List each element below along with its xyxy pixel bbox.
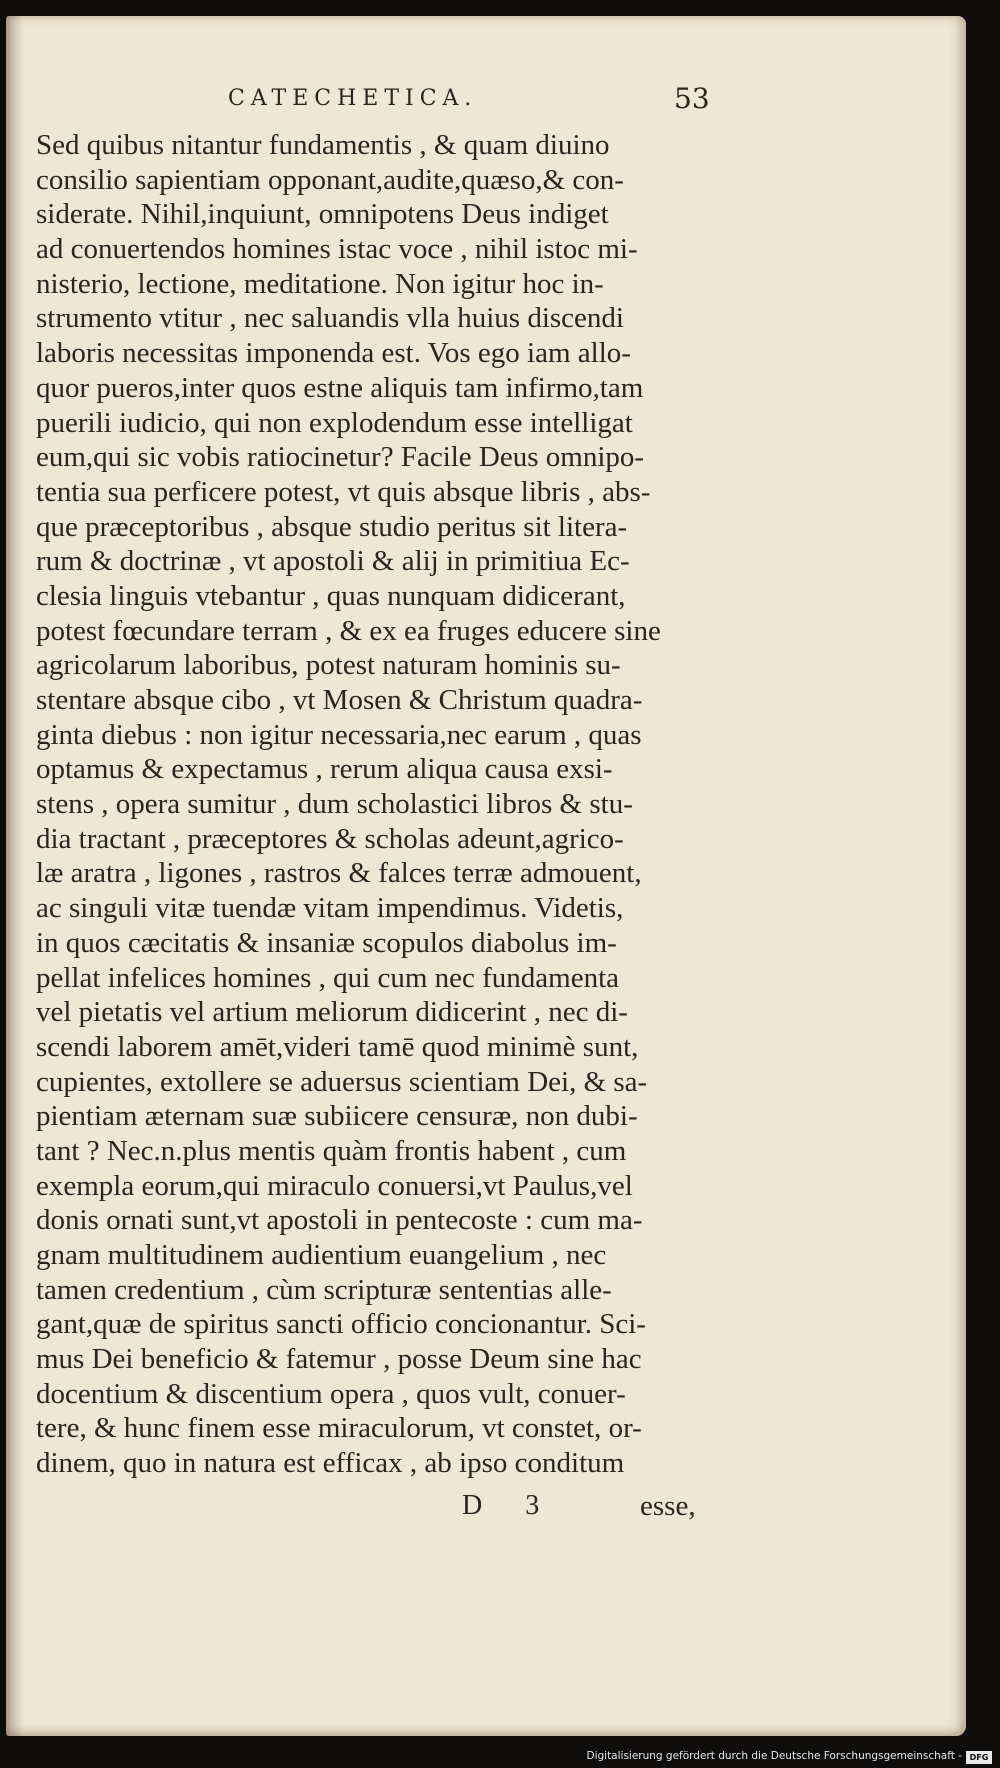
signature-mark: D 3	[462, 1490, 558, 1521]
text-line: consilio sapientiam opponant,audite,quæso,& con-	[36, 163, 624, 196]
text-line: ad conuertendos homines istac voce , nihil istoc mi-	[36, 233, 638, 266]
catchword: esse,	[640, 1490, 696, 1522]
book-page	[6, 16, 966, 1736]
text-line: eum,qui sic vobis ratiocinetur? Facile Deus omnipo-	[36, 441, 645, 474]
text-line: pientiam æternam suæ subiicere censuræ, non dubi-	[36, 1100, 638, 1133]
text-line: cupientes, extollere se aduersus scientiam Dei, & sa-	[36, 1065, 648, 1098]
text-line: vel pietatis vel artium meliorum didicerint , nec di-	[36, 996, 628, 1029]
text-line: scendi laborem amēt,videri tamē quod minimè sunt,	[36, 1030, 639, 1063]
text-line: nisterio, lectione, meditatione. Non igitur hoc in-	[36, 267, 604, 300]
text-line: mus Dei beneficio & fatemur , posse Deum sine hac	[36, 1343, 642, 1376]
text-line: dinem, quo in natura est efficax , ab ipso conditum	[36, 1447, 625, 1480]
text-line: quor pueros,inter quos estne aliquis tam infirmo,tam	[36, 371, 644, 404]
text-line: stens , opera sumitur , dum scholastici libros & stu-	[36, 788, 633, 821]
text-line: exempla eorum,qui miraculo conuersi,vt Paulus,vel	[36, 1169, 633, 1202]
text-line: clesia linguis vtebantur , quas nunquam didicerant,	[36, 579, 626, 612]
text-line: pellat infelices homines , qui cum nec fundamenta	[36, 961, 620, 994]
body-text	[36, 128, 704, 1481]
text-line: Sed quibus nitantur fundamentis , & quam diuino	[36, 129, 610, 161]
text-line: agricolarum laboribus, potest naturam hominis su-	[36, 649, 621, 682]
text-line: tere, & hunc finem esse miraculorum, vt constet, or-	[36, 1412, 642, 1445]
text-line: tamen credentium , cùm scripturæ sententias alle-	[36, 1273, 612, 1306]
funding-note: Digitalisierung gefördert durch die Deutsche Forschungsgemeinschaft -	[586, 1750, 962, 1762]
text-line: læ aratra , ligones , rastros & falces terræ admouent,	[36, 857, 642, 890]
spine-shadow	[6, 16, 24, 1736]
text-line: strumento vtitur , nec saluandis vlla huius discendi	[36, 302, 624, 335]
text-line: dia tractant , præceptores & scholas adeunt,agrico-	[36, 822, 624, 855]
text-line: stentare absque cibo , vt Mosen & Christum quadra-	[36, 684, 643, 716]
page-number: 53	[674, 82, 710, 115]
page-footer	[6, 1490, 966, 1530]
text-line: puerili iudicio, qui non explodendum esse intelligat	[36, 406, 633, 439]
text-line: que præceptoribus , absque studio peritus sit litera-	[36, 510, 628, 543]
text-line: potest fœcundare terram , & ex ea fruges educere sine	[36, 614, 661, 647]
text-line: rum & doctrinæ , vt apostoli & alij in primitiua Ec-	[36, 545, 630, 578]
text-line: in quos cæcitatis & insaniæ scopulos diabolus im-	[36, 926, 617, 959]
page-header	[6, 78, 966, 118]
text-line: donis ornati sunt,vt apostoli in pentecoste : cum ma-	[36, 1204, 643, 1237]
text-line: laboris necessitas imponenda est. Vos ego iam allo-	[36, 337, 631, 370]
text-line: optamus & expectamus , rerum aliqua causa exsi-	[36, 753, 613, 786]
text-line: ginta diebus : non igitur necessaria,nec earum , quas	[36, 718, 642, 751]
text-line: tant ? Nec.n.plus mentis quàm frontis habent , cum	[36, 1134, 627, 1167]
dfg-logo: DFG	[966, 1751, 992, 1764]
text-line: gnam multitudinem audientium euangelium , nec	[36, 1239, 607, 1271]
text-line: gant,quæ de spiritus sancti officio concionantur. Sci-	[36, 1308, 646, 1341]
text-line: ac singuli vitæ tuendæ vitam impendimus. Videtis,	[36, 892, 624, 925]
running-title: CATECHETICA.	[228, 86, 478, 111]
text-line: siderate. Nihil,inquiunt, omnipotens Deus indiget	[36, 198, 609, 231]
text-line: tentia sua perficere potest, vt quis absque libris , abs-	[36, 475, 651, 508]
text-line: docentium & discentium opera , quos vult, conuer-	[36, 1377, 626, 1410]
